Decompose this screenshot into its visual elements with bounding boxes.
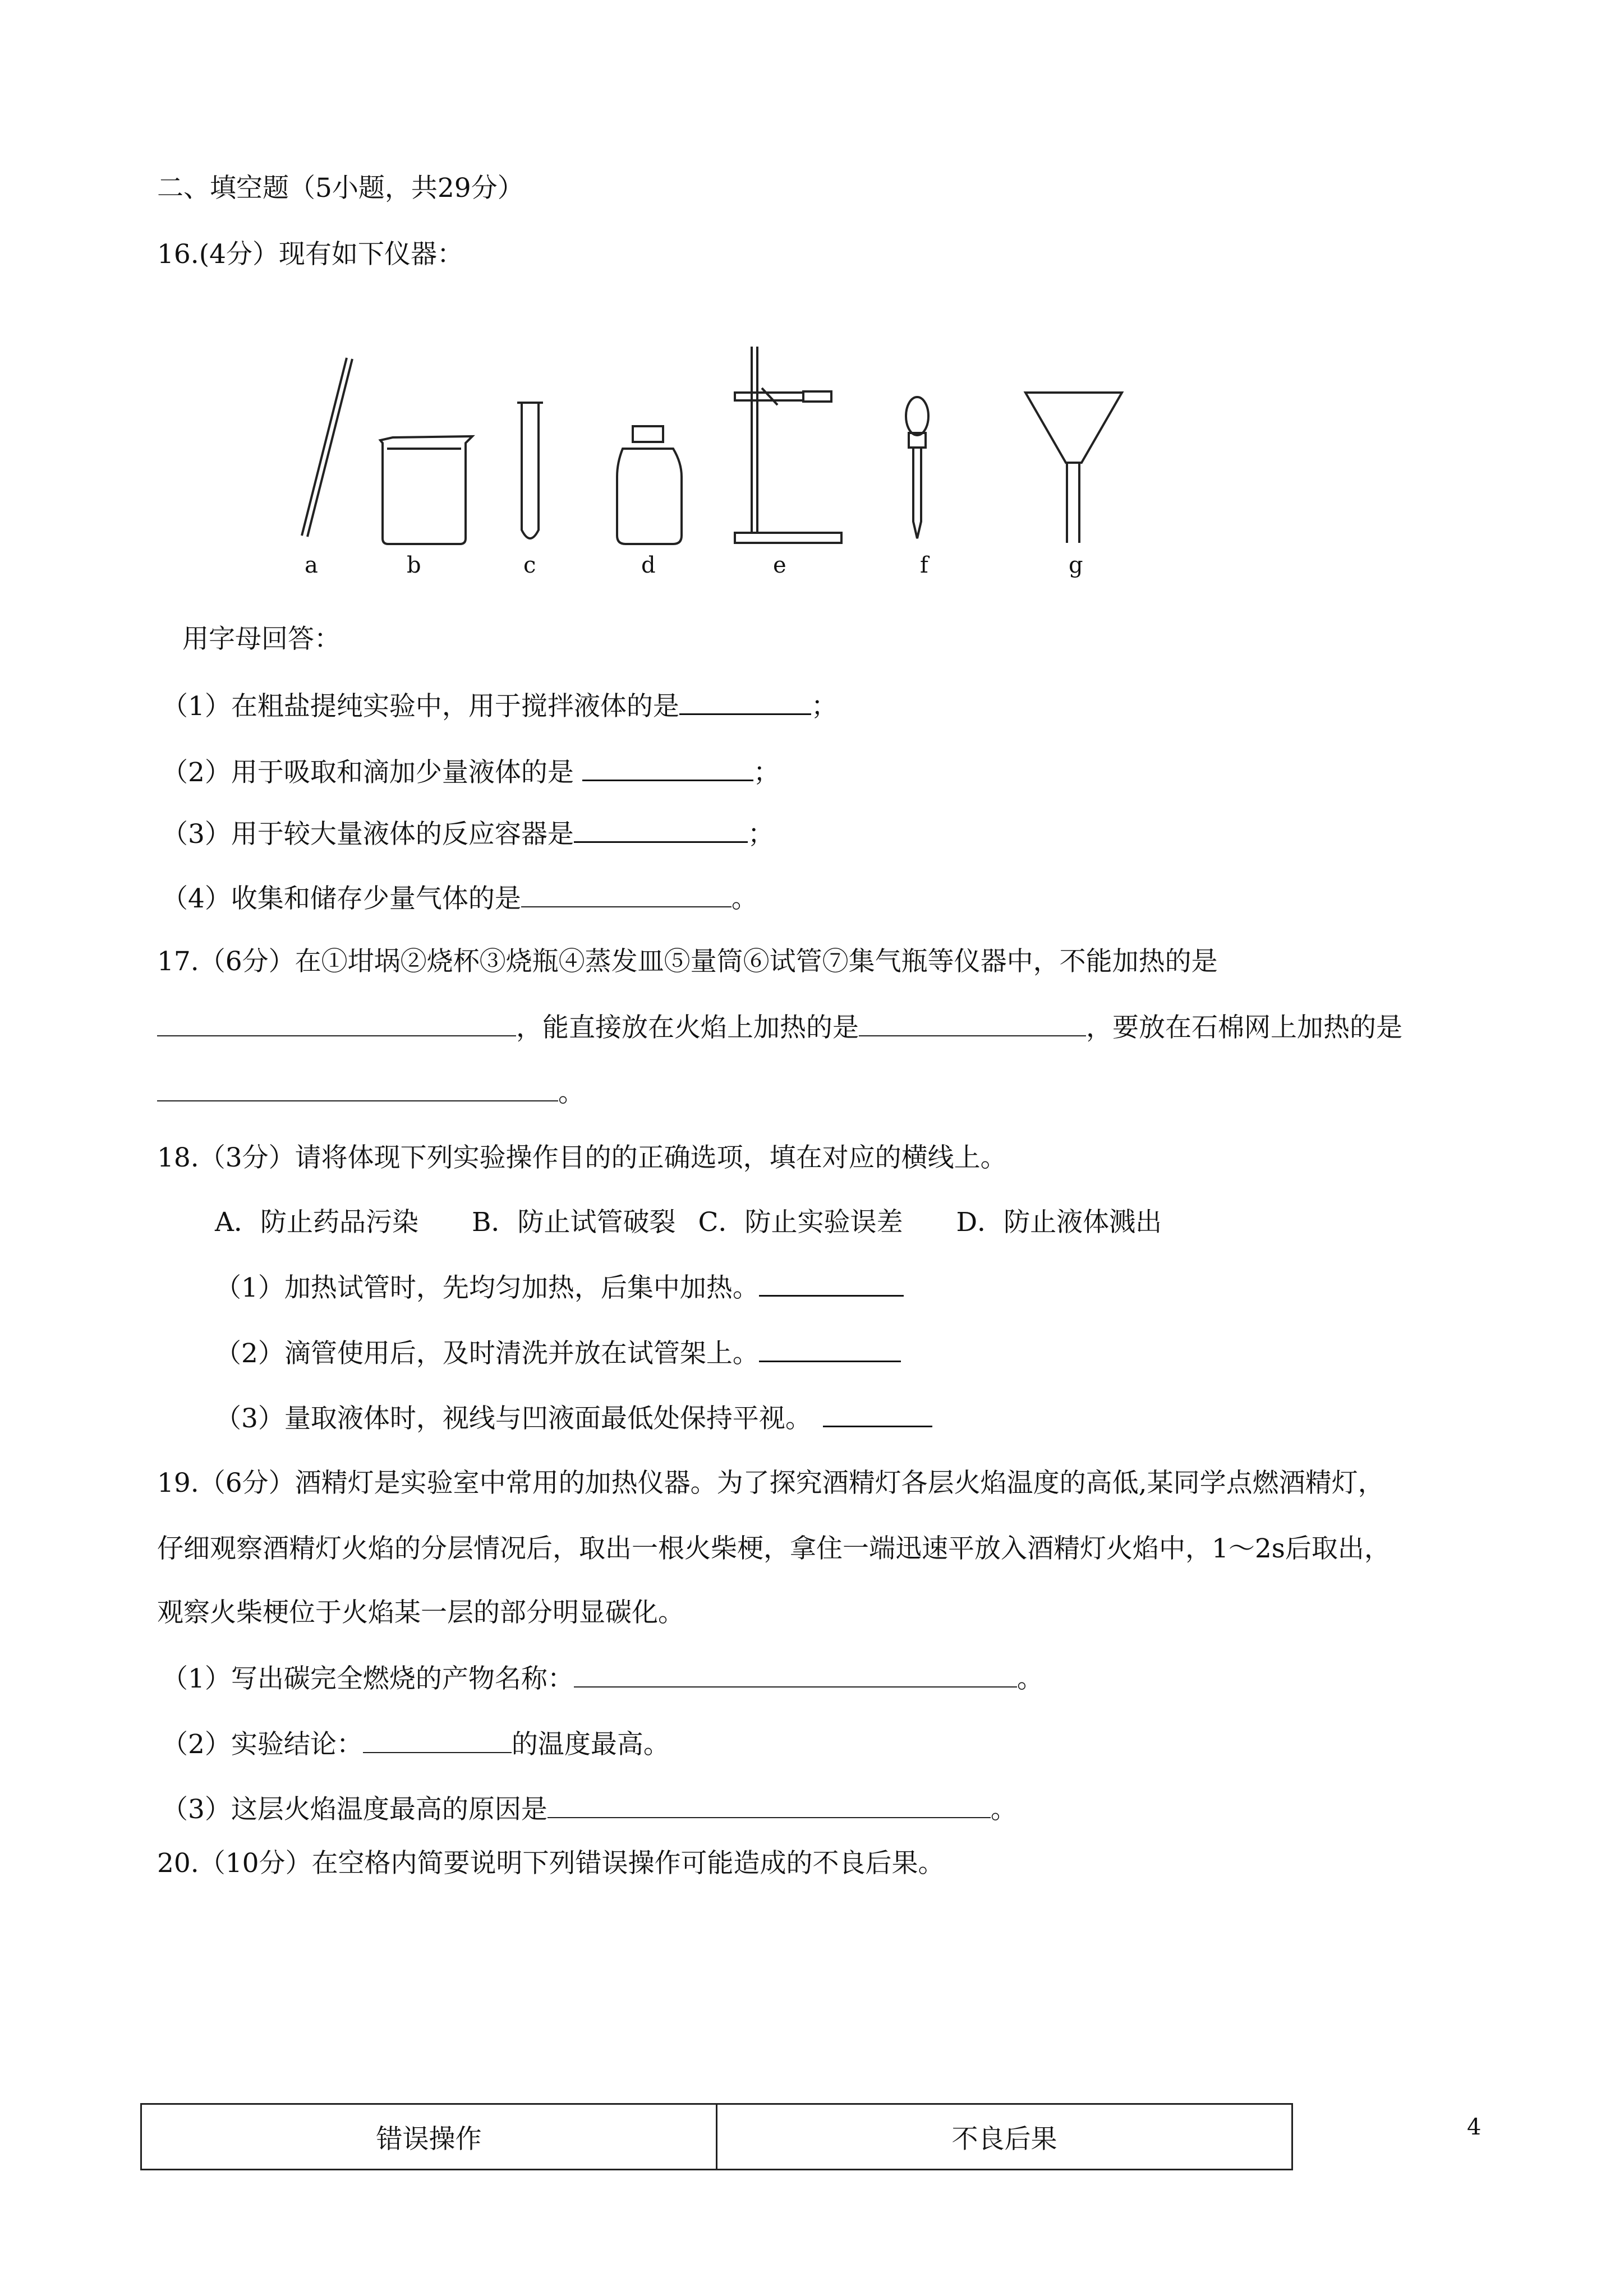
apparatus-figure	[286, 336, 1150, 583]
answer-blank[interactable]	[859, 1011, 1086, 1036]
q18-item-1: （1）加热试管时，先均匀加热，后集中加热。	[215, 1270, 904, 1305]
answer-blank[interactable]	[157, 1011, 516, 1036]
q18-options	[215, 1206, 1162, 1239]
answer-blank[interactable]	[548, 1792, 991, 1818]
header-wrong-operation: 错误操作	[141, 2104, 717, 2170]
answer-blank[interactable]	[574, 1662, 1017, 1688]
q16-item-4: （4）收集和储存少量气体的是 。	[162, 882, 758, 916]
q16-item-3: （3）用于较大量液体的反应容器是 ；	[162, 817, 774, 851]
option-a: A．防止药品污染	[215, 1207, 418, 1238]
section-title: 二、填空题（5小题，共29分）	[157, 173, 524, 204]
q19-line-2: 仔细观察酒精灯火焰的分层情况后，取出一根火柴梗，拿住一端迅速平放入酒精灯火焰中，1～2s后取出，	[157, 1533, 1391, 1564]
glass-rod-icon	[302, 358, 352, 537]
table-header-row	[141, 2104, 1292, 2170]
option-d: D．防止液体溅出	[956, 1207, 1162, 1238]
answer-blank[interactable]	[759, 1270, 904, 1297]
apparatus-label-b: b	[407, 552, 421, 578]
q16-prompt: 用字母回答：	[182, 624, 341, 654]
answer-blank[interactable]	[157, 1076, 558, 1101]
answer-blank[interactable]	[363, 1727, 512, 1753]
answer-blank[interactable]	[759, 1336, 901, 1362]
iron-stand-icon	[735, 347, 841, 543]
apparatus-label-d: d	[641, 552, 656, 578]
q18-stem: 18.（3分）请将体现下列实验操作目的的正确选项，填在对应的横线上。	[157, 1142, 1007, 1173]
apparatus-label-e: e	[773, 552, 786, 578]
q17-line-2: ，能直接放在火焰上加热的是 ，要放在石棉网上加热的是	[157, 1011, 1402, 1045]
dropper-icon	[906, 397, 928, 538]
q19-line-3: 观察火柴梗位于火焰某一层的部分明显碳化。	[157, 1597, 684, 1628]
q16-item-1: （1）在粗盐提纯实验中，用于搅拌液体的是 ；	[162, 689, 838, 723]
page-number: 4	[1467, 2114, 1482, 2140]
answer-blank[interactable]	[521, 882, 732, 907]
test-tube-icon	[517, 403, 543, 538]
q18-item-2: （2）滴管使用后，及时清洗并放在试管架上。	[215, 1336, 901, 1371]
q17-line-1: 17.（6分）在①坩埚②烧杯③烧瓶④蒸发皿⑤量筒⑥试管⑦集气瓶等仪器中，不能加热的是	[157, 946, 1218, 977]
funnel-icon	[1025, 393, 1122, 543]
q16-item-2: （2）用于吸取和滴加少量液体的是 ；	[162, 755, 780, 790]
answer-blank[interactable]	[679, 689, 811, 715]
apparatus-label-g: g	[1069, 552, 1083, 578]
apparatus-label-a: a	[305, 552, 318, 578]
q19-item-2: （2）实验结论： 的温度最高。	[162, 1727, 670, 1762]
option-c: C．防止实验误差	[698, 1207, 903, 1238]
answer-blank[interactable]	[574, 817, 748, 843]
apparatus-label-f: f	[920, 552, 928, 578]
option-b: B．防止试管破裂	[471, 1207, 676, 1238]
q17-line-3: 。	[157, 1076, 585, 1110]
error-consequence-table	[140, 2103, 1293, 2170]
beaker-icon	[380, 436, 472, 544]
q19-line-1: 19.（6分）酒精灯是实验室中常用的加热仪器。为了探究酒精灯各层火焰温度的高低,某同学点燃酒精灯，	[157, 1468, 1384, 1499]
q19-item-3: （3）这层火焰温度最高的原因是 。	[162, 1792, 1017, 1827]
q16-stem: 16.(4分）现有如下仪器：	[157, 239, 463, 270]
gas-jar-icon	[617, 426, 682, 544]
header-bad-consequence: 不良后果	[717, 2104, 1292, 2170]
q20-stem: 20.（10分）在空格内简要说明下列错误操作可能造成的不良后果。	[157, 1848, 945, 1879]
apparatus-label-c: c	[523, 552, 536, 578]
q18-item-3: （3）量取液体时，视线与凹液面最低处保持平视。	[215, 1401, 932, 1436]
q19-item-1: （1）写出碳完全燃烧的产物名称： 。	[162, 1662, 1043, 1696]
answer-blank[interactable]	[823, 1401, 932, 1427]
answer-blank[interactable]	[582, 755, 753, 781]
